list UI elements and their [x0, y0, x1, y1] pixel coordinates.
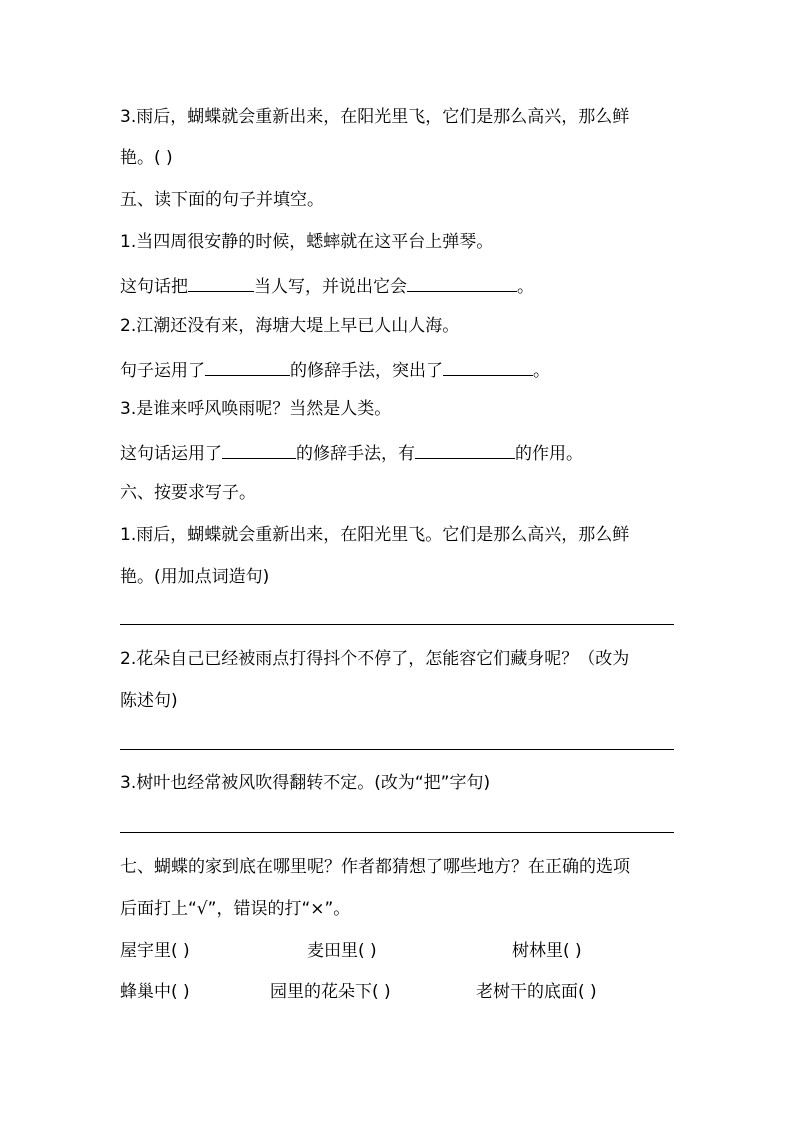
section5-q2: 2.江潮还没有来，海塘大堤上早已人山人海。 [120, 316, 460, 336]
fill-text: 的修辞手法，突出了 [290, 361, 443, 381]
section4-item3-line2: 艳。( ) [120, 148, 173, 168]
answer-line[interactable] [120, 624, 674, 625]
section6-heading: 六、按要求写子。 [120, 483, 256, 503]
fill-text: 。 [533, 361, 550, 381]
choice-item[interactable]: 园里的花朵下( ) [270, 982, 391, 1002]
section5-q2-fill [120, 357, 550, 379]
section5-q1: 1.当四周很安静的时候，蟋蟀就在这平台上弹琴。 [120, 232, 494, 252]
section6-q1-line2: 艳。(用加点词造句) [120, 567, 270, 587]
fill-text: 。 [517, 277, 534, 297]
fill-blank[interactable] [188, 273, 254, 292]
fill-text: 当人写，并说出它会 [254, 277, 407, 297]
choice-item[interactable]: 屋宇里( ) [120, 941, 190, 961]
answer-line[interactable] [120, 832, 674, 833]
choice-item[interactable]: 树林里( ) [512, 941, 582, 961]
section6-q2-line2: 陈述句) [120, 691, 178, 711]
section7-heading-line2: 后面打上“√”，错误的打“×”。 [120, 899, 351, 919]
section5-q3-fill [120, 440, 583, 462]
section4-item3-line1: 3.雨后，蝴蝶就会重新出来，在阳光里飞，它们是那么高兴，那么鲜 [120, 107, 630, 127]
choice-item[interactable]: 老树干的底面( ) [476, 982, 597, 1002]
fill-text: 的作用。 [515, 444, 583, 464]
answer-line[interactable] [120, 749, 674, 750]
section5-q3: 3.是谁来呼风唤雨呢？当然是人类。 [120, 399, 392, 419]
section7-heading-line1: 七、蝴蝶的家到底在哪里呢？作者都猜想了哪些地方？在正确的选项 [120, 857, 630, 877]
section5-heading: 五、读下面的句子并填空。 [120, 190, 324, 210]
fill-text: 句子运用了 [120, 361, 205, 381]
choice-item[interactable]: 蜂巢中( ) [120, 982, 190, 1002]
fill-blank[interactable] [407, 273, 517, 292]
fill-text: 这句话运用了 [120, 444, 222, 464]
section5-q1-fill [120, 273, 534, 295]
section6-q1-line1: 1.雨后，蝴蝶就会重新出来，在阳光里飞。它们是那么高兴，那么鲜 [120, 525, 630, 545]
fill-blank[interactable] [415, 440, 515, 459]
fill-text: 这句话把 [120, 277, 188, 297]
fill-blank[interactable] [205, 357, 290, 376]
section6-q3: 3.树叶也经常被风吹得翻转不定。(改为“把”字句) [120, 773, 491, 793]
fill-blank[interactable] [443, 357, 533, 376]
choice-item[interactable]: 麦田里( ) [307, 941, 377, 961]
fill-blank[interactable] [222, 440, 296, 459]
fill-text: 的修辞手法，有 [296, 444, 415, 464]
section6-q2-line1: 2.花朵自己已经被雨点打得抖个不停了，怎能容它们藏身呢？（改为 [120, 649, 630, 669]
